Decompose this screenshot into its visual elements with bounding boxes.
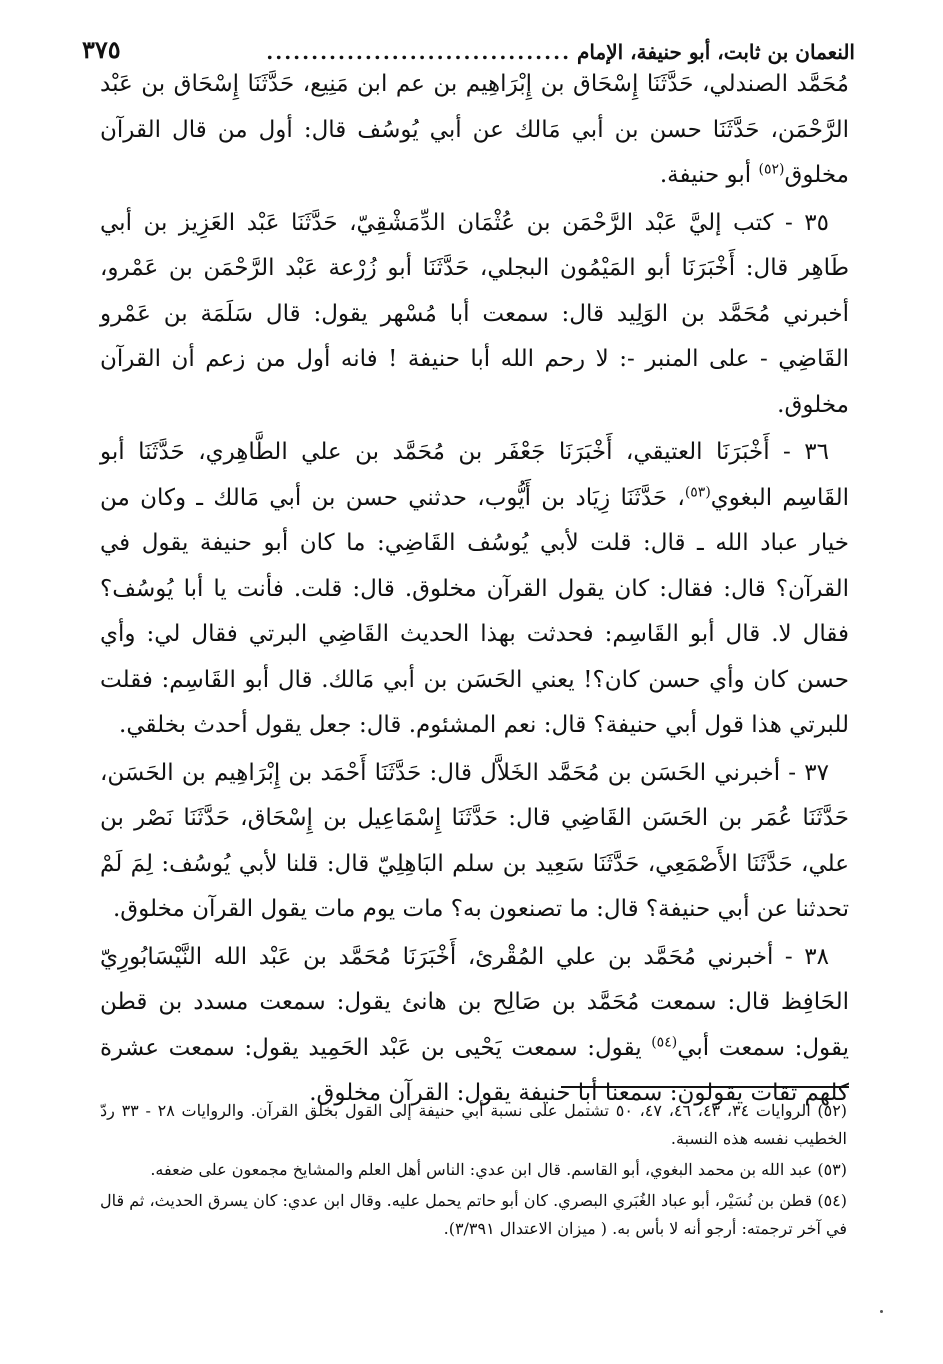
running-header <box>82 30 855 64</box>
footnote-reference: (٥٣) <box>684 483 711 500</box>
paragraph-text: ٣٧ - أخبرني الحَسَن بن مُحَمَّد الخَلاَّل قال: حَدَّثَنَا أَحْمَد بن إِبْرَاهِيم بن الحَسَن، حَدَّثَنَا عُمَر بن الحَسَن القَاضِي قال: حَدَّثَنَا إِسْمَاعِيل بن إِسْحَاق، حَدَّثَنَا نَصْر بن علي، حَدَّثَنَا الأَصْمَعِي، حَدَّثَنَا سَعِيد بن سلم البَاهِلِيّ قال: قلنا لأبي يُوسُف: لِمَ لَمْ تحدثنا عن أبي حنيفة؟ قال: ما تصنعون به؟ مات يوم مات يقول القرآن مخلوق. <box>100 759 849 922</box>
narration-37 <box>100 751 849 933</box>
narration-36 <box>100 430 849 749</box>
paragraph-text: ٣٦ - أَخْبَرَنَا العتيقي، أَخْبَرَنَا جَعْفَر بن مُحَمَّد بن علي الطَّاهِري، حَدَّثَنَا أبو القَاسِم البغوي <box>100 439 849 511</box>
paragraph-text: مُحَمَّد الصندلي، حَدَّثَنَا إِسْحَاق بن إِبْرَاهِيم بن عم ابن مَنِيع، حَدَّثَنَا إِسْحَاق بن عَبْد الرَّحْمَن، حَدَّثَنَا حسن بن أبي مَالك عن أبي يُوسُف قال: أول من قال القرآن مخلوق <box>100 71 849 188</box>
paragraph-text: أبو حنيفة. <box>659 162 759 188</box>
paragraph-continuation <box>100 62 849 199</box>
leader-dots: .................................. <box>266 40 572 64</box>
footnote-separator <box>561 1086 849 1088</box>
page-number: ٣٧٥ <box>82 35 121 64</box>
footnote-reference: (٥٢) <box>758 161 785 178</box>
paragraph-text: يقول: سمعت يَحْيى بن عَبْد الحَمِيد يقول: سمعت عشرة كلهم ثقات يقولون: سمعنا أبا حنيفة يقول: القرآن مخلوق. <box>100 1034 849 1106</box>
narration-35 <box>100 201 849 429</box>
paragraph-text: ٣٥ - كتب إليَّ عَبْد الرَّحْمَن بن عُثْمَان الدِّمَشْقِيّ، حَدَّثَنَا عَبْد العَزِيز بن أبي طَاهِر قال: أَخْبَرَنَا أبو المَيْمُون البجلي، حَدَّثَنَا أبو زُرْعة عَبْد الرَّحْمَن بن عَمْرو، أخبرني مُحَمَّد بن الوَلِيد قال: سمعت أبا مُسْهر يقول: قال سَلَمَة بن عَمْرو القَاضِي - على المنبر -: لا رحم الله أبا حنيفة ! فانه أول من زعم أن القرآن مخلوق. <box>100 209 849 418</box>
main-text <box>100 62 849 1119</box>
paragraph-text: ٣٨ - أخبرني مُحَمَّد بن علي المُقْرئ، أَخْبَرَنَا مُحَمَّد بن عَبْد الله النَّيْسَابُورِيّ الحَافِظ قال: سمعت مُحَمَّد بن صَالِح بن هانئ يقول: سمعت مسدد بن قطن يقول: سمعت أبي <box>100 943 849 1061</box>
paragraph-text: ، حَدَّثَنَا زِيَاد بن أَيُّوب، حدثني حسن بن أبي مَالك ـ وكان من خيار عباد الله ـ قال: قلت لأبي يُوسُف القَاضِي: ما كان أبو حنيفة يقول في القرآن؟ قال: فقال: كان يقول القرآن مخلوق. قال: قلت. فأنت يا أبا يُوسُف؟ فقال لا. قال أبو القَاسِم: فحدثت بهذا الحديث القَاضِي البرتي فقال لي: وأي حسن كان وأي حسن كان؟! يعني الحَسَن بن أبي مَالك. قال أبو القَاسِم: فقلت للبرتي هذا قول أبي حنيفة؟ قال: نعم المشئوم. قال: جعل يقول أحدث بخلقي. <box>100 484 849 738</box>
footnote-52: (٥٢) الروايات ٣٤، ٤٣، ٤٦، ٤٧، ٥٠ تشتمل على نسبة أبي حنيفة إلى القول بخلق القرآن. والروايات ٢٨ - ٣٣ ردّ الخطيب نفسه هذه النسبة. <box>100 1101 848 1148</box>
footnote-reference: (٥٤) <box>651 1033 678 1050</box>
narration-38 <box>100 935 849 1117</box>
footnote-53: (٥٣) عبد الله بن محمد البغوي، أبو القاسم. قال ابن عدي: الناس أهل العلم والمشايخ مجمعون على ضعفه. <box>150 1160 847 1179</box>
footnote-54: (٥٤) قطن بن نُسَيْر، أبو عباد الغُبَري البصري. كان أبو حاتم يحمل عليه. وقال ابن عدي: كان يسرق الحديث، ثم قال في آخر ترجمته: أرجو أنه لا بأس به. ( ميزان الاعتدال ٣/٣٩١). <box>100 1191 847 1238</box>
footnotes <box>100 1097 847 1246</box>
scan-speck <box>880 1310 883 1313</box>
running-title: النعمان بن ثابت، أبو حنيفة، الإمام <box>577 40 855 64</box>
